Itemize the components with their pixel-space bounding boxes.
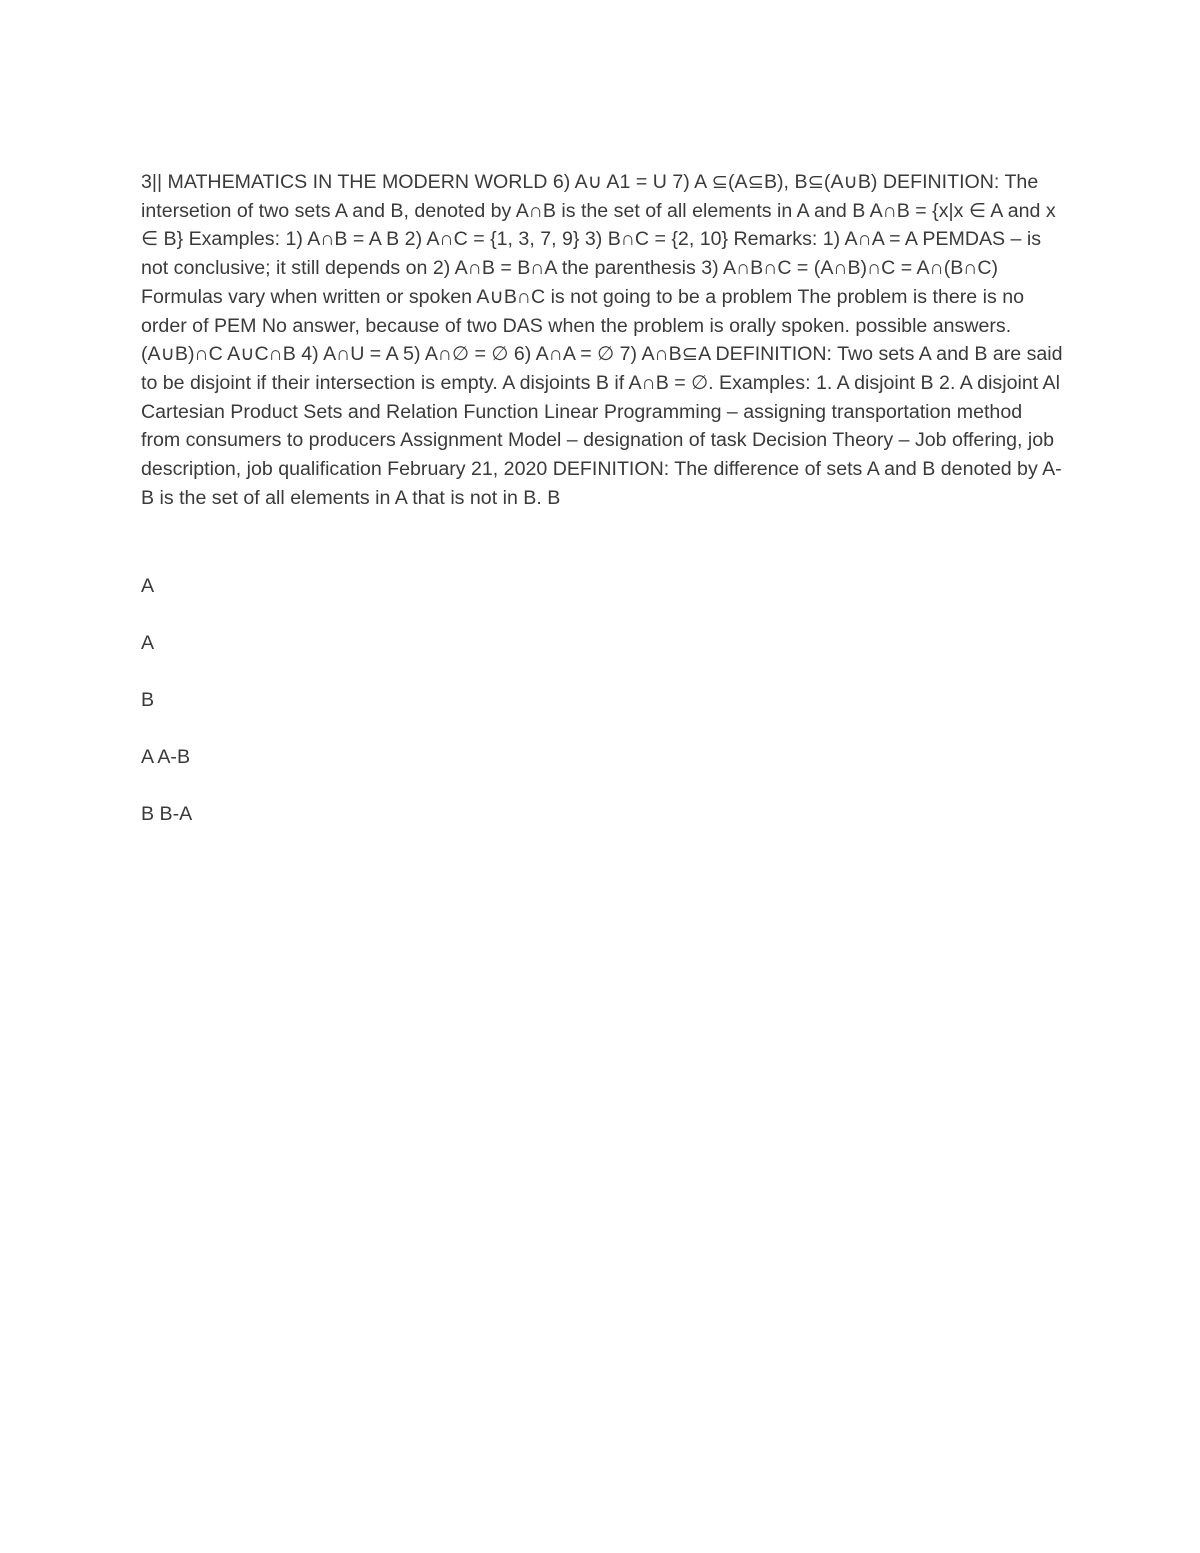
diagram-label-b-minus-a: B B-A <box>141 803 193 825</box>
document-content <box>141 168 1066 825</box>
diagram-label-a-minus-b: A A-B <box>141 746 191 768</box>
diagram-label-a1: A <box>141 575 155 597</box>
diagram-label-b: B <box>141 689 155 711</box>
diagram-label-a2: A <box>141 632 155 654</box>
main-paragraph: 3|| MATHEMATICS IN THE MODERN WORLD 6) A∪ A1 = U 7) A ⊆(A⊆B), B⊆(A∪B) DEFINITION: The intersetion of two sets A and B, denoted by A∩B is the set of all elements in A and B A∩B = {x|x ∈ A and x ∈ B} Examples: 1) A∩B = A B 2) A∩C = {1, 3, 7, 9} 3) B∩C = {2, 10} Remarks: 1) A∩A = A PEMDAS – is not conclusive; it still depends on 2) A∩B = B∩A the parenthesis 3) A∩B∩C = (A∩B)∩C = A∩(B∩C) Formulas vary when written or spoken A∪B∩C is not going to be a problem The problem is there is no order of PEM No answer, because of two DAS when the problem is orally spoken. possible answers. (A∪B)∩C A∪C∩B 4) A∩U = A 5) A∩∅ = ∅ 6) A∩A = ∅ 7) A∩B⊆A DEFINITION: Two sets A and B are said to be disjoint if their intersection is empty. A disjoints B if A∩B = ∅. Examples: 1. A disjoint B 2. A disjoint Al Cartesian Product Sets and Relation Function Linear Programming – assigning transportation method from consumers to producers Assignment Model – designation of task Decision Theory – Job offering, job description, job qualification February 21, 2020 DEFINITION: The difference of sets A and B denoted by A-B is the set of all elements in A that is not in B. B <box>141 171 1063 509</box>
